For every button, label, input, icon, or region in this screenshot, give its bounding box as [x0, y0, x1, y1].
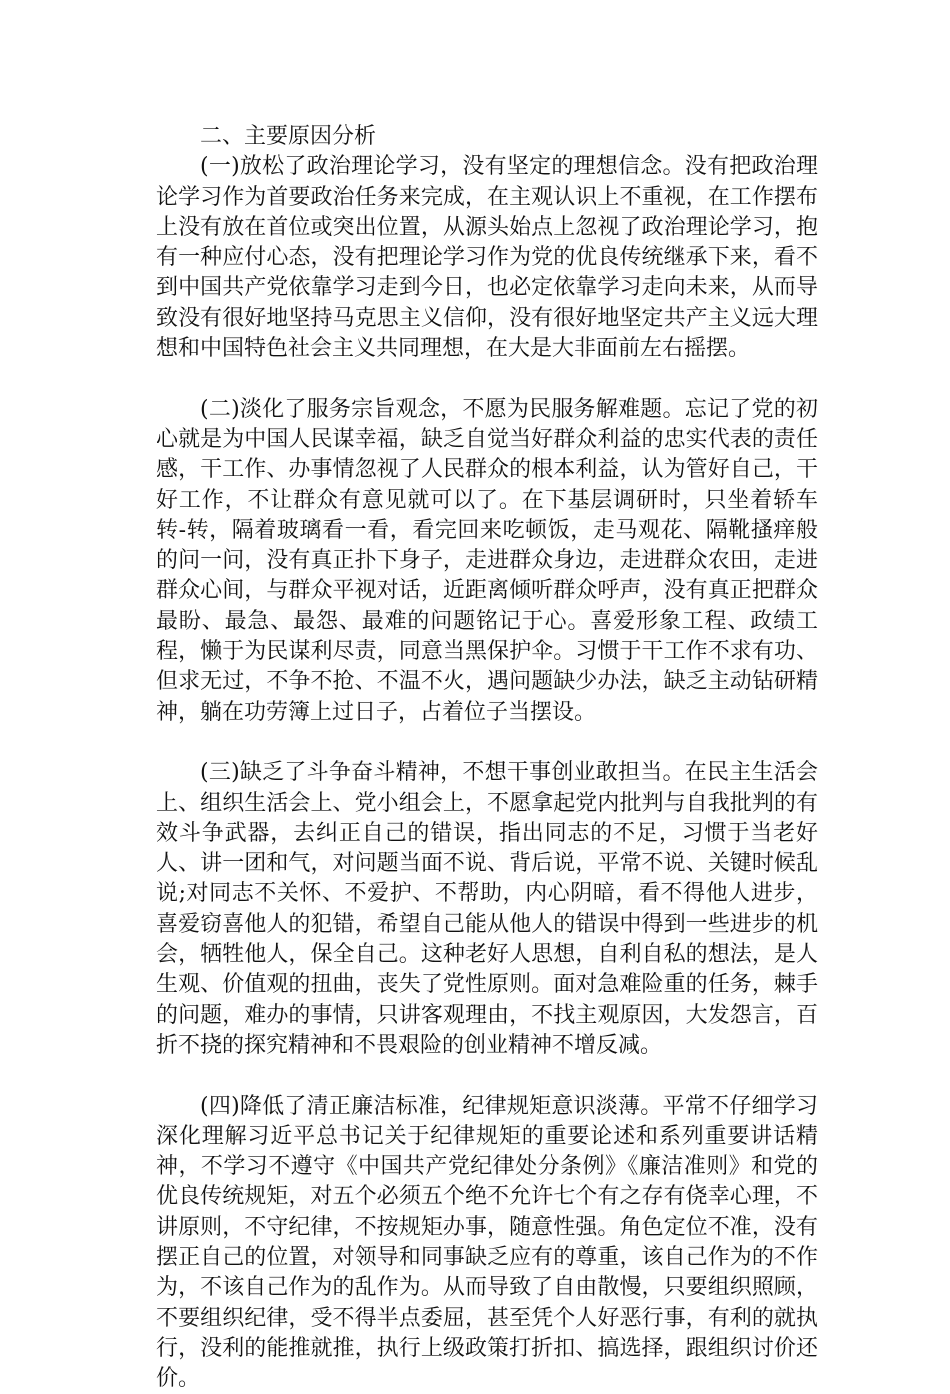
paragraph-spacer: [156, 364, 818, 394]
document-body: [156, 122, 818, 1394]
paragraph-service-purpose: (二)淡化了服务宗旨观念，不愿为民服务解难题。忘记了党的初心就是为中国人民谋幸福，缺乏自觉当好群众利益的忠实代表的责任感，干工作、办事情忽视了人民群众的根本利益，认为管好自己，干好工作，不让群众有意见就可以了。在下基层调研时，只坐着轿车转-转，隔着玻璃看一看，看完回来吃顿饭，走马观花、隔靴搔痒般的问一问，没有真正扑下身子，走进群众身边，走进群众农田，走进群众心间，与群众平视对话，近距离倾听群众呼声，没有真正把群众最盼、最急、最怨、最难的问题铭记于心。喜爱形象工程、政绩工程，懒于为民谋利尽责，同意当黑保护伞。习惯于干工作不求有功、但求无过，不争不抢、不温不火，遇问题缺少办法，缺乏主动钻研精神，躺在功劳簿上过日子，占着位子当摆设。: [156, 395, 818, 728]
paragraph-spacer: [156, 1061, 818, 1091]
paragraph-integrity-discipline: (四)降低了清正廉洁标准，纪律规矩意识淡薄。平常不仔细学习深化理解习近平总书记关于纪律规矩的重要论述和系列重要讲话精神，不学习不遵守《中国共产党纪律处分条例》《廉洁准则》和党的优良传统规矩，对五个必须五个绝不允许七个有之存有侥幸心理，不讲原则，不守纪律，不按规矩办事，随意性强。角色定位不准，没有摆正自己的位置，对领导和同事缺乏应有的尊重，该自己作为的不作为，不该自己作为的乱作为。从而导致了自由散慢，只要组织照顾，不要组织纪律，受不得半点委屈，甚至凭个人好恶行事，有利的就执行，没利的能推就推，执行上级政策打折扣、搞选择，跟组织讨价还价。: [156, 1092, 818, 1394]
section-heading: 二、主要原因分析: [156, 122, 818, 152]
paragraph-political-theory: (一)放松了政治理论学习，没有坚定的理想信念。没有把政治理论学习作为首要政治任务来完成，在主观认识上不重视，在工作摆布上没有放在首位或突出位置，从源头始点上忽视了政治理论学习，抱有一种应付心态，没有把理论学习作为党的优良传统继承下来，看不到中国共产党依靠学习走到今日，也必定依靠学习走向未来，从而导致没有很好地坚持马克思主义信仰，没有很好地坚定共产主义远大理想和中国特色社会主义共同理想，在大是大非面前左右摇摆。: [156, 152, 818, 364]
paragraph-spacer: [156, 728, 818, 758]
paragraph-struggle-spirit: (三)缺乏了斗争奋斗精神，不想干事创业敢担当。在民主生活会上、组织生活会上、党小组会上，不愿拿起党内批判与自我批判的有效斗争武器，去纠正自己的错误，指出同志的不足，习惯于当老好人、讲一团和气，对问题当面不说、背后说，平常不说、关键时候乱说;对同志不关怀、不爱护、不帮助，内心阴暗，看不得他人进步，喜爱窃喜他人的犯错，希望自己能从他人的错误中得到一些进步的机会，牺牲他人，保全自己。这种老好人思想，自利自私的想法，是人生观、价值观的扭曲，丧失了党性原则。面对急难险重的任务，棘手的问题，难办的事情，只讲客观理由，不找主观原因，大发怨言，百折不挠的探究精神和不畏艰险的创业精神不增反减。: [156, 758, 818, 1061]
